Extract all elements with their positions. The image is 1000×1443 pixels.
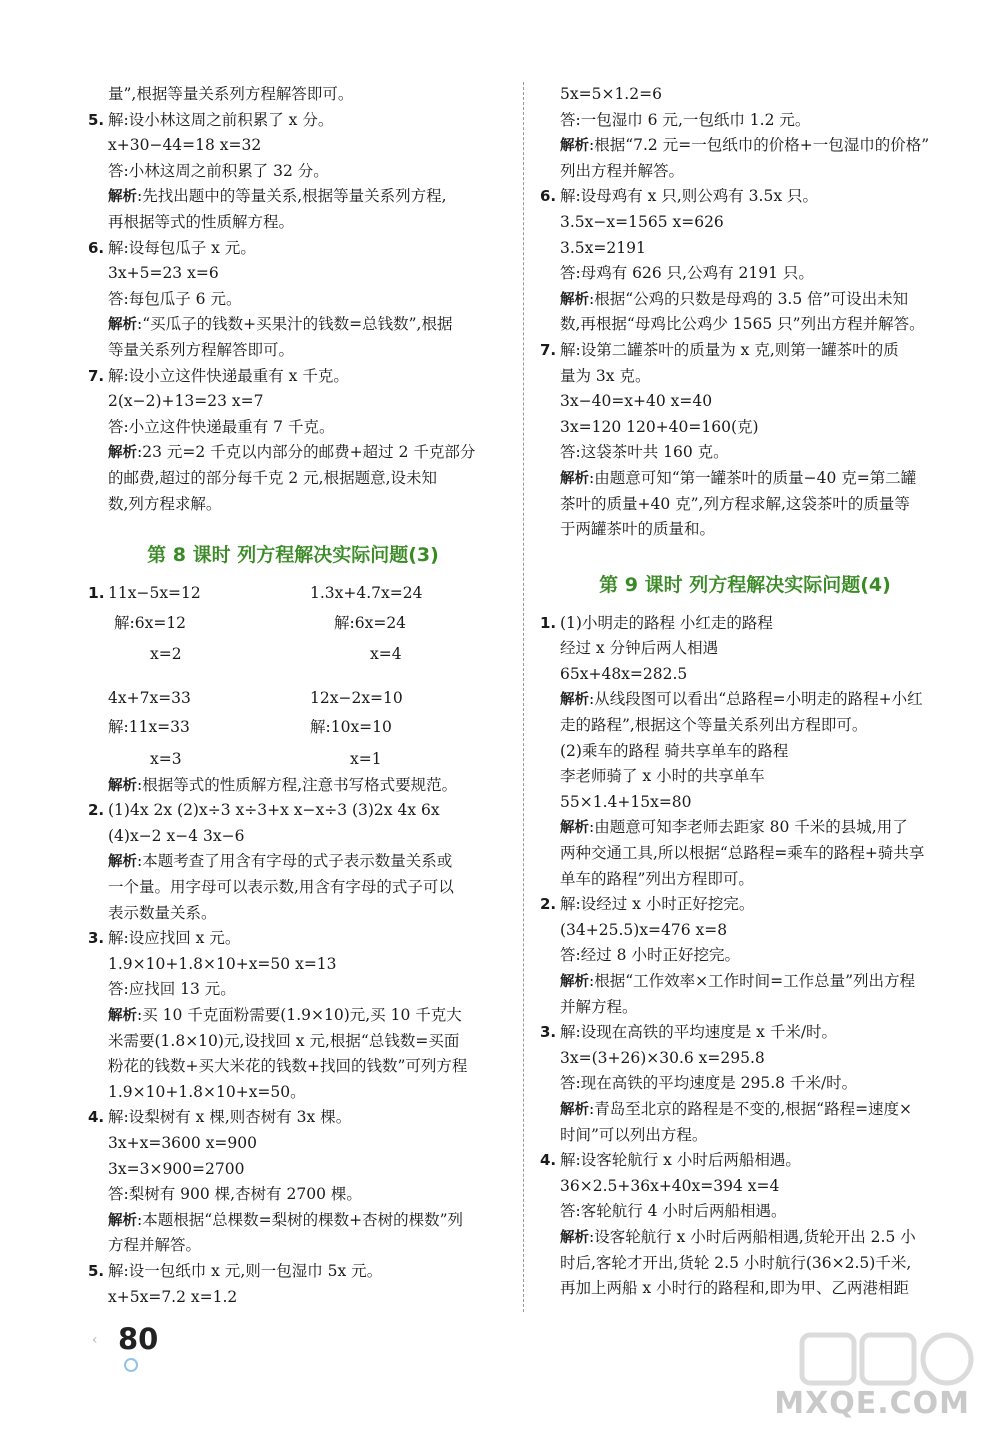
line-text: 3x+5=23 x=6	[108, 264, 219, 283]
text-line	[88, 1029, 498, 1055]
text-line	[88, 210, 498, 236]
line-text: 答:母鸡有 626 只,公鸡有 2191 只。	[560, 264, 814, 283]
question-number: 7.	[540, 340, 557, 359]
text-line	[540, 82, 950, 108]
line-text: 数,再根据“母鸡比公鸡少 1565 只”列出方程并解答。	[560, 315, 925, 334]
line-text: 3.5x=2191	[560, 238, 646, 257]
text-line	[540, 1097, 950, 1123]
text-line	[88, 415, 498, 441]
eq-row	[88, 715, 498, 741]
text-line	[540, 466, 950, 492]
text-line	[88, 1157, 498, 1183]
line-text: 答:经过 8 小时正好挖完。	[560, 946, 740, 965]
question-number: 6.	[88, 238, 105, 257]
line-text: 李老师骑了 x 小时的共享单车	[560, 767, 765, 786]
line-text: 2(x−2)+13=23 x=7	[108, 392, 264, 411]
text-line	[540, 918, 950, 944]
eq-row	[88, 642, 498, 668]
line-text: 经过 x 分钟后两人相遇	[560, 639, 719, 658]
line-text: 3.5x−x=1565 x=626	[560, 212, 724, 231]
line-text: 65x+48x=282.5	[560, 664, 688, 683]
line-text: (2)乘车的路程 骑共享单车的路程	[560, 741, 789, 760]
text-line	[88, 364, 498, 390]
lesson-8-heading: 第 8 课时 列方程解决实际问题(3)	[147, 544, 439, 567]
question-number: 3.	[88, 929, 105, 948]
column-divider	[523, 82, 524, 1312]
text-line	[540, 108, 950, 134]
line-text: :由题意可知“第一罐茶叶的质量−40 克=第二罐	[589, 468, 917, 487]
line-text: 答:应找回 13 元。	[108, 980, 236, 999]
line-text: 答:每包瓜子 6 元。	[108, 289, 242, 308]
text-line	[540, 1123, 950, 1149]
line-text: :买 10 千克面粉需要(1.9×10)元,买 10 千克大	[137, 1006, 462, 1024]
line-text: x+30−44=18 x=32	[108, 136, 262, 155]
line-text: 的邮费,超过的部分每千克 2 元,根据题意,设未知	[108, 468, 437, 487]
right-bottom-section	[540, 611, 950, 1302]
analysis-label: 解析	[560, 692, 589, 709]
text-line	[540, 662, 950, 688]
line-text: 答:这袋茶叶共 160 克。	[560, 443, 729, 462]
text-line	[540, 995, 950, 1021]
line-text: 1.9×10+1.8×10+x=50 x=13	[108, 954, 337, 973]
line-text: x+5x=7.2 x=1.2	[108, 1287, 238, 1306]
text-line	[88, 184, 498, 210]
line-text: 3x+x=3600 x=900	[108, 1133, 258, 1152]
line-text: 量为 3x 克。	[560, 366, 651, 385]
text-line	[88, 1131, 498, 1157]
analysis-label: 解析	[560, 138, 589, 155]
question-number: 4.	[540, 1151, 557, 1170]
analysis-label: 解析	[108, 189, 137, 206]
text-line	[88, 389, 498, 415]
equation-step: 解:11x=33	[108, 718, 190, 737]
text-line	[88, 926, 498, 952]
eq-row	[88, 747, 498, 773]
text-line	[88, 1259, 498, 1285]
text-line	[540, 440, 950, 466]
equation-result: x=1	[350, 750, 382, 769]
equation-result: x=4	[370, 645, 402, 664]
text-line	[540, 815, 950, 841]
text-line	[88, 977, 498, 1003]
analysis-label: 解析	[560, 820, 589, 837]
line-text: 答:小立这件快递最重有 7 千克。	[108, 417, 335, 436]
line-text: 解:设一包纸巾 x 元,则一包湿巾 5x 元。	[108, 1261, 383, 1280]
line-text: :根据“工作效率×工作时间=工作总量”列出方程	[589, 972, 916, 990]
equation-step: 解:10x=10	[310, 718, 392, 737]
text-line	[88, 312, 498, 338]
arrow-mark-icon: ‹	[92, 1332, 98, 1348]
text-line	[540, 1276, 950, 1302]
analysis-label: 解析	[108, 1212, 137, 1229]
right-top-section	[540, 82, 950, 543]
text-line	[88, 338, 498, 364]
text-line	[540, 790, 950, 816]
text-line	[540, 261, 950, 287]
analysis-label: 解析	[560, 1101, 589, 1118]
text-line	[540, 159, 950, 185]
text-line	[88, 1054, 498, 1080]
line-text: 55×1.4+15x=80	[560, 792, 692, 811]
line-text: 于两罐茶叶的质量和。	[560, 520, 716, 539]
line-text: :从线段图可以看出“总路程=小明走的路程+小红	[589, 690, 923, 709]
line-text: :根据“7.2 元=一包纸巾的价格+一包湿巾的价格”	[589, 136, 930, 155]
eq-row	[88, 686, 498, 712]
text-line	[540, 312, 950, 338]
line-text: :23 元=2 千克以内部分的邮费+超过 2 千克部分	[137, 443, 476, 462]
text-line	[540, 841, 950, 867]
text-line	[88, 798, 498, 824]
analysis-label: 解析	[108, 777, 137, 794]
line-text: 答:客轮航行 4 小时后两船相遇。	[560, 1202, 787, 1221]
line-text: 表示数量关系。	[108, 903, 217, 922]
question-number: 7.	[88, 366, 105, 385]
line-text: (4)x−2 x−4 3x−6	[108, 826, 245, 845]
line-text: 米需要(1.8×10)元,设找回 x 元,根据“总钱数=买面	[108, 1031, 460, 1050]
text-line	[540, 287, 950, 313]
line-text: 解:设小立这件快递最重有 x 千克。	[108, 366, 349, 385]
text-line	[88, 1233, 498, 1259]
text-line	[88, 1080, 498, 1106]
text-line	[540, 184, 950, 210]
line-text: :由题意可知李老师去距家 80 千米的县城,用了	[589, 818, 908, 837]
text-line	[88, 1182, 498, 1208]
line-text: (1)小明走的路程 小红走的路程	[560, 613, 773, 632]
line-text: :根据等式的性质解方程,注意书写格式要规范。	[137, 775, 458, 794]
question-number: 5.	[88, 110, 105, 129]
line-text: :根据“公鸡的只数是母鸡的 3.5 倍”可设出未知	[589, 289, 909, 308]
line-text: 解:设母鸡有 x 只,则公鸡有 3.5x 只。	[560, 187, 818, 206]
text-line	[540, 1071, 950, 1097]
line-text: 走的路程”,根据这个等量关系列出方程即可。	[560, 716, 868, 735]
text-line	[540, 1174, 950, 1200]
text-line	[540, 1148, 950, 1174]
line-text: (34+25.5)x=476 x=8	[560, 920, 728, 939]
line-text: :本题考查了用含有字母的式子表示数量关系或	[137, 852, 453, 871]
text-line	[88, 901, 498, 927]
text-line	[540, 867, 950, 893]
line-text: 答:一包湿巾 6 元,一包纸巾 1.2 元。	[560, 110, 811, 129]
text-line	[88, 261, 498, 287]
text-line	[540, 713, 950, 739]
line-text: :先找出题中的等量关系,根据等量关系列方程,	[137, 187, 447, 206]
text-line	[88, 824, 498, 850]
text-line	[88, 1003, 498, 1029]
question-number: 4.	[88, 1108, 105, 1127]
analysis-label: 解析	[560, 291, 589, 308]
text-line	[540, 1251, 950, 1277]
analysis-label: 解析	[108, 854, 137, 871]
line-text: 答:小林这周之前积累了 32 分。	[108, 161, 329, 180]
question-number: 1.	[540, 613, 557, 632]
text-line	[88, 440, 498, 466]
line-text: 解:设第二罐茶叶的质量为 x 克,则第一罐茶叶的质	[560, 340, 899, 359]
text-line	[540, 210, 950, 236]
line-text: 3x=120 120+40=160(克)	[560, 417, 759, 436]
text-line	[88, 849, 498, 875]
text-line	[540, 1020, 950, 1046]
text-line	[88, 108, 498, 134]
equation: 4x+7x=33	[108, 688, 191, 707]
line-text: 量”,根据等量关系列方程解答即可。	[108, 85, 354, 103]
line-text: 解:设应找回 x 元。	[108, 929, 241, 948]
line-text: 数,列方程求解。	[108, 494, 222, 513]
text-line	[540, 364, 950, 390]
line-text: 解:设现在高铁的平均速度是 x 千米/时。	[560, 1023, 838, 1042]
equation: 1.3x+4.7x=24	[310, 584, 423, 603]
equation-result: x=2	[150, 645, 182, 664]
text-line	[88, 133, 498, 159]
text-line	[88, 492, 498, 518]
right-column	[540, 82, 950, 1302]
line-text: 再加上两船 x 小时行的路程和,即为甲、乙两港相距	[560, 1279, 910, 1298]
left-bottom-section	[88, 773, 498, 1310]
text-line	[88, 287, 498, 313]
line-text: 列出方程并解答。	[560, 161, 685, 180]
text-line	[88, 466, 498, 492]
text-line	[88, 952, 498, 978]
line-text: 两种交通工具,所以根据“总路程=乘车的路程+骑共享	[560, 844, 925, 863]
line-text: 一个量。用字母可以表示数,用含有字母的式子可以	[108, 878, 454, 897]
equation: 12x−2x=10	[310, 688, 403, 707]
line-text: :设客轮航行 x 小时后两船相遇,货轮开出 2.5 小	[589, 1227, 916, 1246]
analysis-label: 解析	[560, 1229, 589, 1246]
text-line	[540, 636, 950, 662]
equation-step: 解:6x=24	[334, 613, 407, 632]
line-text: 再根据等式的性质解方程。	[108, 212, 295, 231]
text-line	[88, 1208, 498, 1234]
analysis-label: 解析	[560, 470, 589, 487]
equation-step: 解:6x=12	[114, 613, 187, 632]
line-text: 方程并解答。	[108, 1236, 202, 1255]
question-number: 6.	[540, 187, 557, 206]
line-text: 答:现在高铁的平均速度是 295.8 千米/时。	[560, 1074, 858, 1093]
left-top-section	[88, 82, 498, 517]
equation: 11x−5x=12	[108, 584, 201, 603]
text-line	[540, 611, 950, 637]
text-line	[540, 415, 950, 441]
watermark-text: MXQE.COM	[774, 1386, 970, 1421]
text-line	[88, 236, 498, 262]
text-line	[540, 1199, 950, 1225]
text-line	[540, 969, 950, 995]
line-text: 时间”可以列出方程。	[560, 1125, 708, 1144]
line-text: 粉花的钱数+买大米花的钱数+找回的钱数”可列方程	[108, 1057, 468, 1076]
line-text: 单车的路程”列出方程即可。	[560, 869, 754, 888]
line-text: :本题根据“总棵数=梨树的棵数+杏树的棵数”列	[137, 1210, 464, 1229]
text-line	[540, 1225, 950, 1251]
equation-result: x=3	[150, 750, 182, 769]
question-number: 2.	[540, 895, 557, 914]
analysis-label: 解析	[108, 317, 137, 334]
line-text: 解:设小林这周之前积累了 x 分。	[108, 110, 334, 129]
text-line	[88, 875, 498, 901]
line-text: 答:梨树有 900 棵,杏树有 2700 棵。	[108, 1185, 362, 1204]
line-text: 等量关系列方程解答即可。	[108, 340, 295, 359]
eq-row	[88, 581, 498, 607]
eq-row	[88, 611, 498, 637]
line-text: 茶叶的质量+40 克”,列方程求解,这袋茶叶的质量等	[560, 494, 910, 513]
line-text: 36×2.5+36x+40x=394 x=4	[560, 1176, 780, 1195]
text-line	[540, 133, 950, 159]
page-dot-icon	[124, 1358, 138, 1372]
analysis-label: 解析	[560, 974, 589, 990]
line-text: 解:设每包瓜子 x 元。	[108, 238, 256, 257]
line-text: 时后,客轮才开出,货轮 2.5 小时航行(36×2.5)千米,	[560, 1253, 912, 1272]
line-text: (1)4x 2x (2)x÷3 x÷3+x x−x÷3 (3)2x 4x 6x	[108, 801, 440, 820]
text-line	[540, 739, 950, 765]
text-line	[540, 492, 950, 518]
text-line	[540, 687, 950, 713]
question-number: 5.	[88, 1261, 105, 1280]
text-line	[540, 389, 950, 415]
line-text: 并解方程。	[560, 997, 638, 1016]
text-line	[540, 1046, 950, 1072]
text-line	[540, 236, 950, 262]
line-text: :青岛至北京的路程是不变的,根据“路程=速度×	[589, 1099, 913, 1118]
line-text: :“买瓜子的钱数+买果汁的钱数=总钱数”,根据	[137, 315, 453, 334]
line-text: 3x=(3+26)×30.6 x=295.8	[560, 1048, 765, 1067]
line-text: 1.9×10+1.8×10+x=50。	[108, 1082, 306, 1101]
line-text: 5x=5×1.2=6	[560, 85, 662, 103]
page-number: 80	[118, 1322, 159, 1356]
text-line	[88, 1285, 498, 1311]
text-line	[540, 517, 950, 543]
analysis-label: 解析	[108, 1008, 137, 1024]
text-line	[88, 773, 498, 799]
line-text: 3x−40=x+40 x=40	[560, 392, 713, 411]
question-number: 1.	[88, 584, 105, 603]
q1-equations-block	[88, 581, 498, 773]
line-text: 解:设客轮航行 x 小时后两船相遇。	[560, 1151, 801, 1170]
line-text: 3x=3×900=2700	[108, 1159, 245, 1178]
question-number: 3.	[540, 1023, 557, 1042]
text-line	[540, 892, 950, 918]
analysis-label: 解析	[108, 445, 137, 462]
lesson-9-heading: 第 9 课时 列方程解决实际问题(4)	[599, 573, 891, 596]
text-line	[540, 764, 950, 790]
question-number: 2.	[88, 801, 105, 820]
left-column	[88, 82, 498, 1310]
text-line	[88, 82, 498, 108]
text-line	[88, 159, 498, 185]
text-line	[540, 338, 950, 364]
line-text: 解:设经过 x 小时正好挖完。	[560, 895, 755, 914]
text-line	[88, 1105, 498, 1131]
line-text: 解:设梨树有 x 棵,则杏树有 3x 棵。	[108, 1108, 352, 1127]
text-line	[540, 943, 950, 969]
